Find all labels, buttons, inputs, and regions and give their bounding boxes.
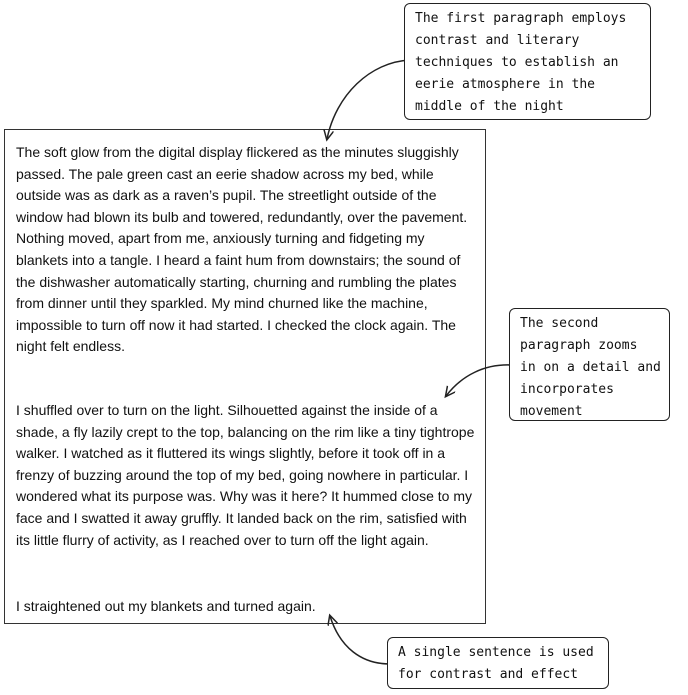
arrow-3 [330, 616, 394, 667]
arrow-2 [446, 362, 515, 396]
annotation-second-paragraph: The second paragraph zooms in on a detail and incorporates movement [509, 308, 670, 421]
annotation-first-paragraph: The first paragraph employs contrast and literary techniques to establish an eerie atmosphere in the middle of the night [404, 3, 651, 120]
paragraph-3: I straightened out my blankets and turned again. [16, 598, 316, 614]
paragraph-2: I shuffled over to turn on the light. Silhouetted against the inside of a shade, a fly lazily crept to the top, balancing on the rim like a tiny tightrope walker. I watched as it fluttered its wings slightly, before it took off in a frenzy of buzzing around the top of my bed, going nowhere in particular. I wondered what its purpose was. Why was it here? It hummed close to my face and I swatted it away gruffly. It landed back on the rim, satisfied with its little flurry of activity, as I reached over to turn off the light again. [16, 402, 475, 548]
annotation-single-sentence: A single sentence is used for contrast and effect [387, 637, 609, 689]
paragraph-1: The soft glow from the digital display flickered as the minutes sluggishly passed. The pale green cast an eerie shadow across my bed, while outside was as dark as a raven’s pupil. The streetlight outside of the window had blown its bulb and towered, redundantly, over the pavement. Nothing moved, apart from me, anxiously turning and fidgeting my blankets into a tangle. I heard a faint hum from downstairs; the sound of the dishwasher automatically starting, churning and rumbling the plates from dinner until they sparkled. My mind churned like the machine, impossible to turn off now it had started. I checked the clock again. The night felt endless. [16, 144, 468, 355]
arrow-1 [327, 57, 414, 139]
